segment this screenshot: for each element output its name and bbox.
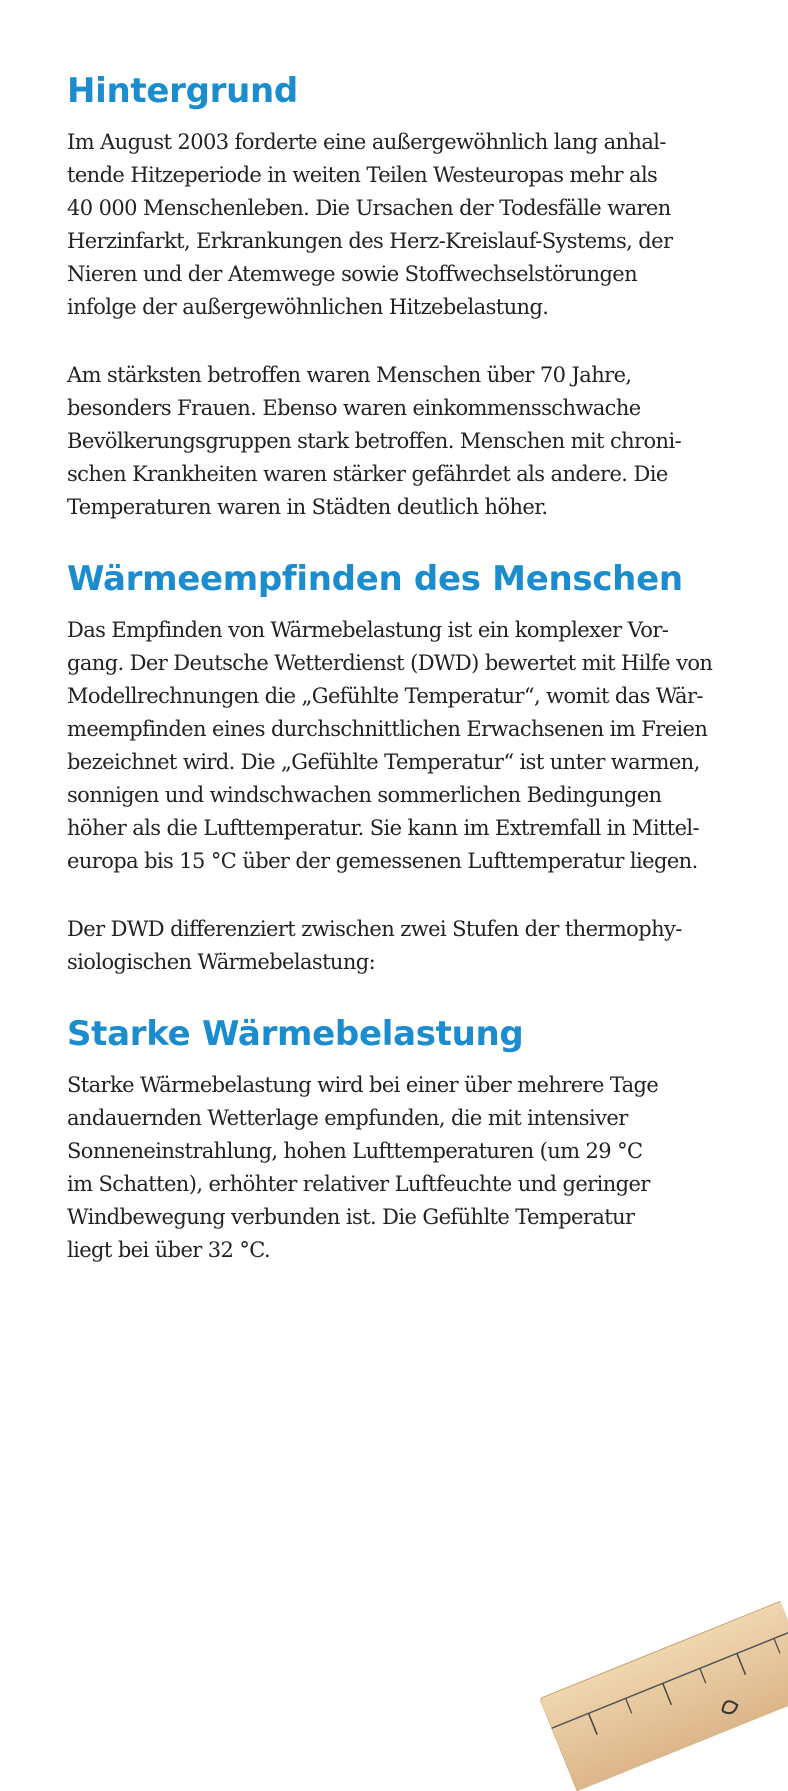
- paragraph: Das Empfinden von Wärmebelastung ist ein komplexer Vor- gang. Der Deutsche Wetterdienst (DWD) bewertet mit Hilfe von Modellrechnungen die „Gefühlte Temperatur“, womit das Wär- meempfinden eines durchschnittlichen Erwachsenen im Freien bezeichnet wird. Die „Gefühlte Temperatur“ ist unter warmen, sonnigen und windschwachen sommerlichen Bedingungen höher als die Lufttemperatur. Sie kann im Extremfall in Mittel- europa bis 15 °C über der gemessenen Lufttemperatur liegen.: [67, 618, 713, 873]
- thermometer-ruler-graphic: [532, 1583, 788, 1791]
- section-heading: Wärmeempfinden des Menschen: [67, 559, 683, 599]
- section-waermeempfinden: [67, 558, 732, 979]
- section-hintergrund: [67, 70, 732, 524]
- paragraph: Am stärksten betroffen waren Menschen über 70 Jahre, besonders Frauen. Ebenso waren einkommensschwache Bevölkerungsgruppen stark betroffen. Menschen mit chroni- schen Krankheiten waren stärker gefährdet als andere. Die Temperaturen waren in Städten deutlich höher.: [67, 363, 682, 519]
- paragraph: Der DWD differenziert zwischen zwei Stufen der thermophy- siologischen Wärmebelastung:: [67, 917, 682, 974]
- paragraph: Im August 2003 forderte eine außergewöhnlich lang anhal- tende Hitzeperiode in weiten Teilen Westeuropas mehr als 40 000 Menschenleben. Die Ursachen der Todesfälle waren Herzinfarkt, Erkrankungen des Herz-Kreislauf-Systems, der Nieren und der Atemwege sowie Stoffwechselstörungen infolge der außergewöhnlichen Hitzebelastung.: [67, 130, 673, 319]
- section-heading: Starke Wärmebelastung: [67, 1014, 524, 1054]
- section-starke-waermebelastung: [67, 1013, 732, 1267]
- document-content: [67, 70, 732, 1267]
- paragraph: Starke Wärmebelastung wird bei einer über mehrere Tage andauernden Wetterlage empfunden, die mit intensiver Sonneneinstrahlung, hohen Lufttemperaturen (um 29 °C im Schatten), erhöhter relativer Luftfeuchte und geringer Windbewegung verbunden ist. Die Gefühlte Temperatur liegt bei über 32 °C.: [67, 1073, 659, 1262]
- section-heading: Hintergrund: [67, 71, 298, 111]
